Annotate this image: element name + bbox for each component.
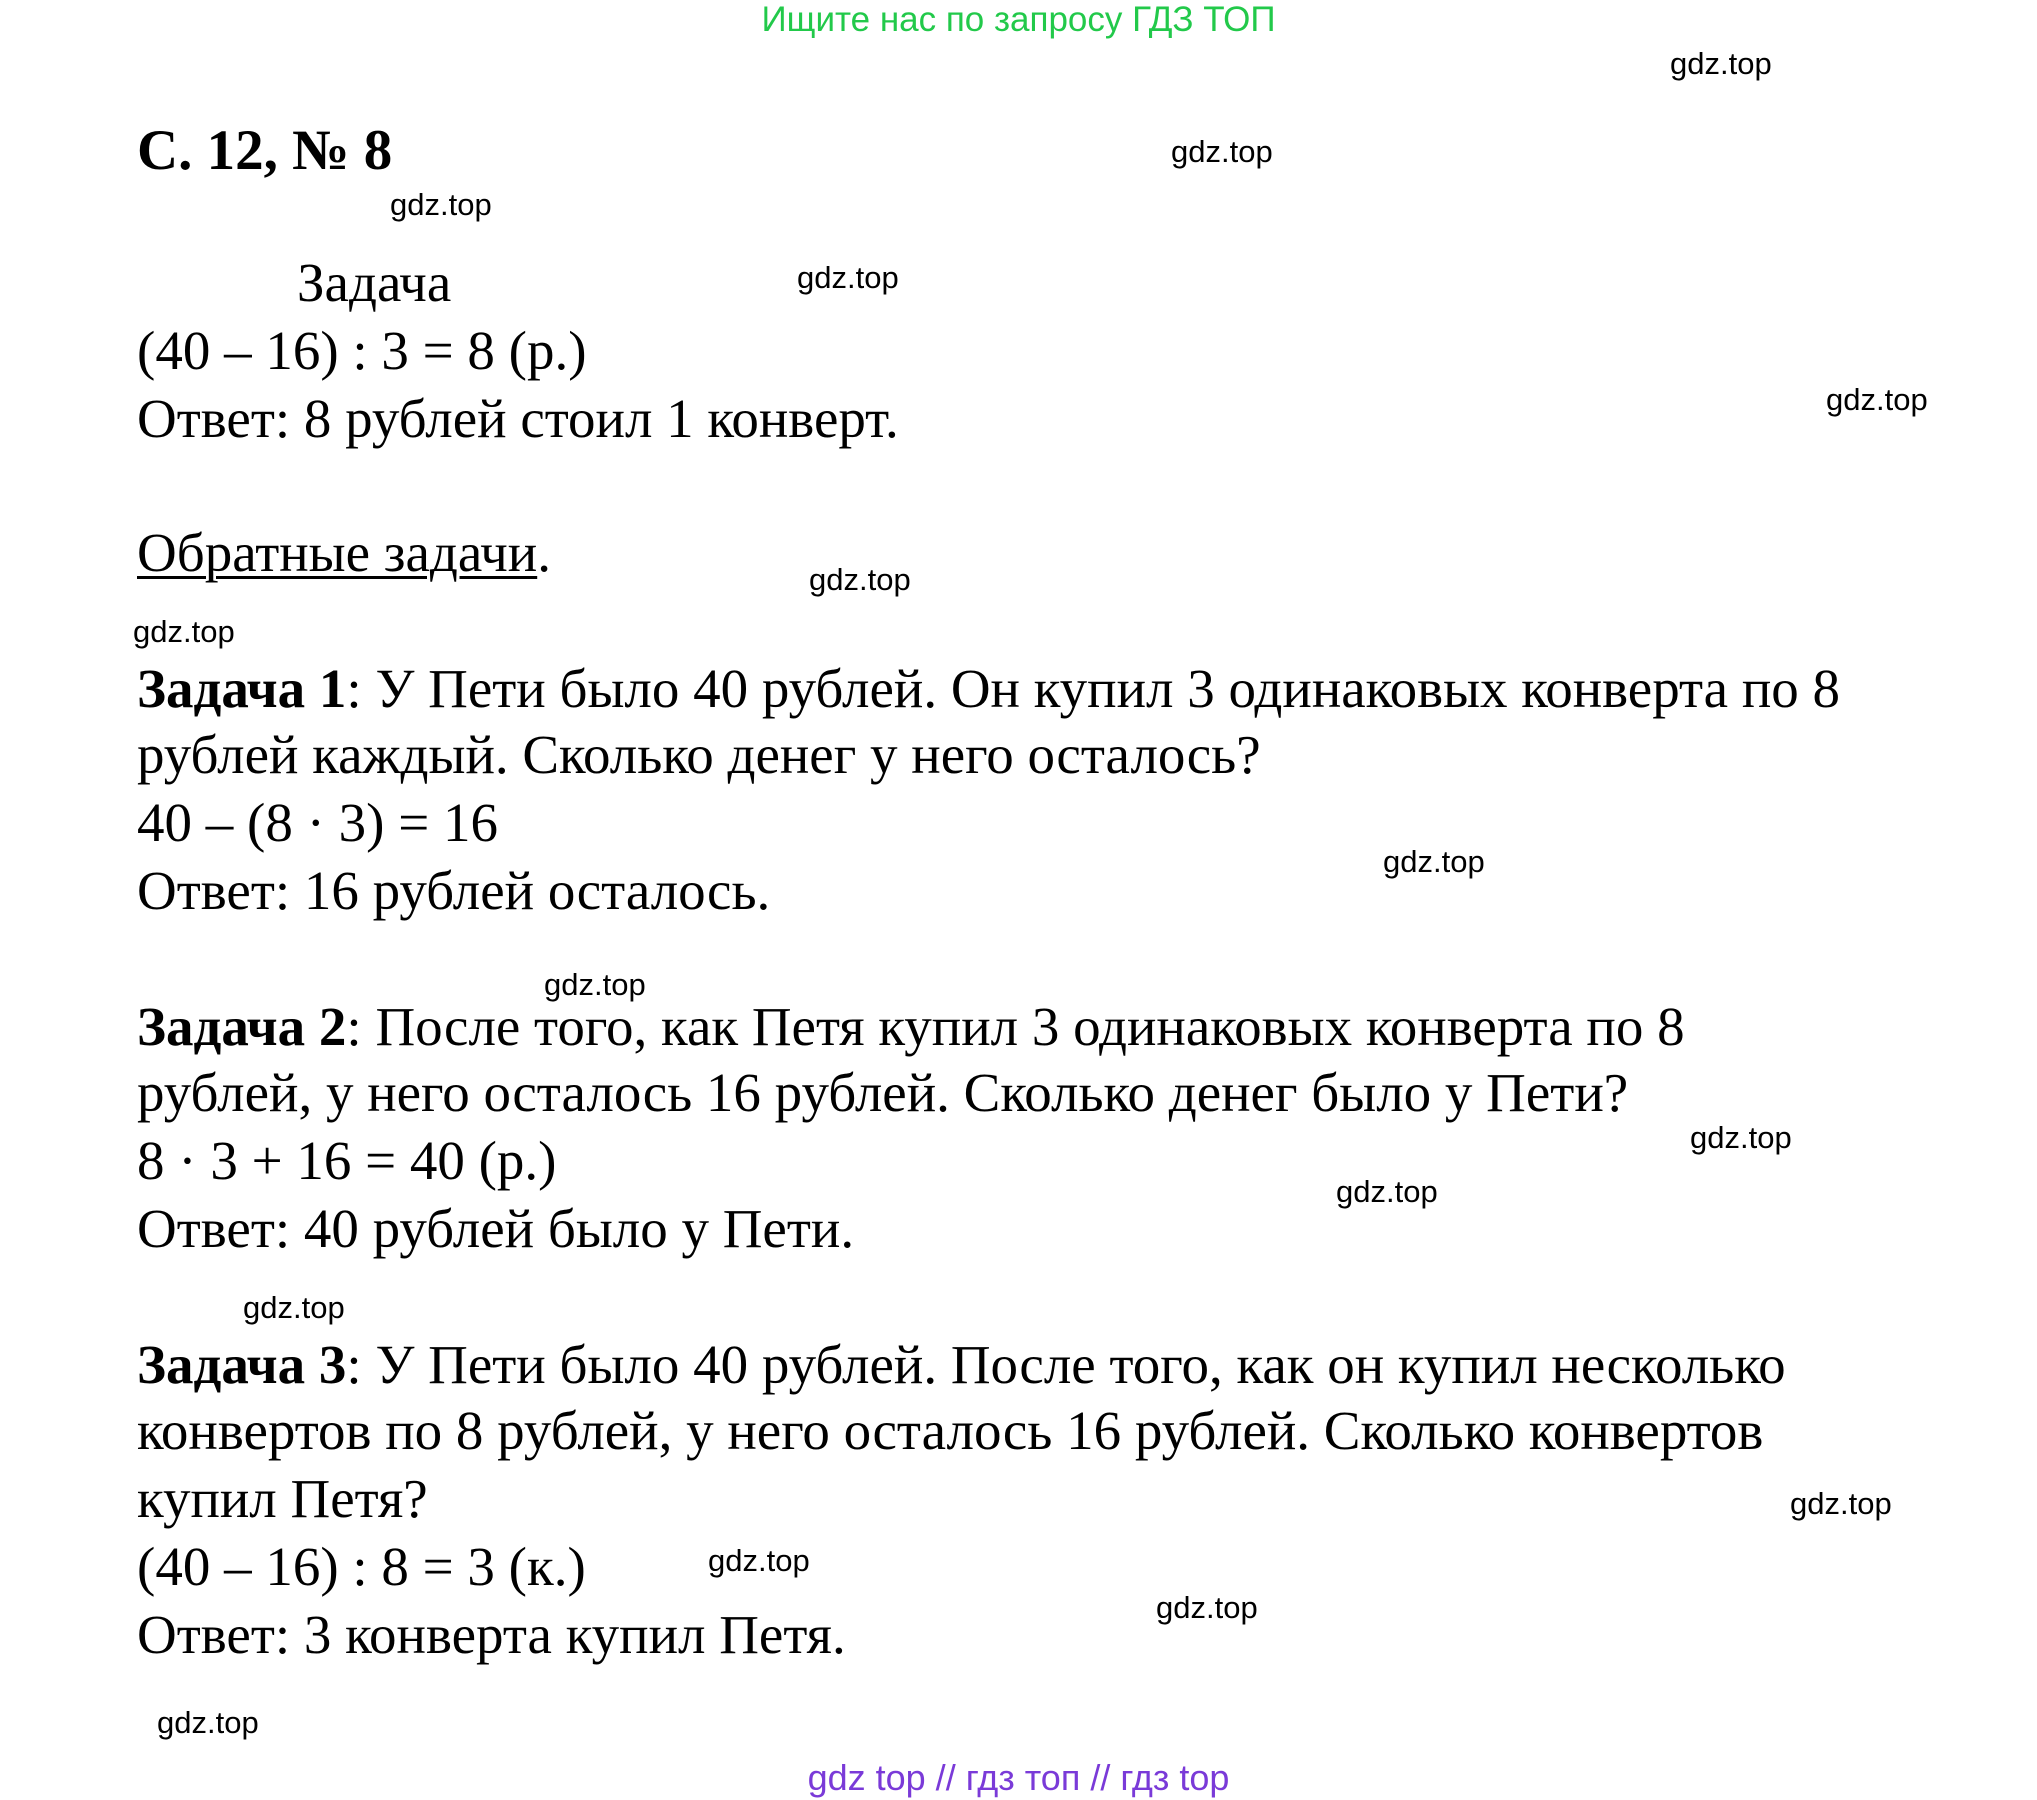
task-title: Задача [297,252,452,313]
task3-text-line2: конвертов по 8 рублей, у него осталось 16 рублей. Сколько конвертов [137,1400,1764,1461]
watermark: gdz.top [1336,1174,1438,1209]
search-banner: Ищите нас по запросу ГДЗ ТОП [761,0,1276,39]
watermark: gdz.top [1826,382,1928,417]
watermark: gdz.top [133,614,235,649]
task3-text-line3: купил Петя? [137,1468,428,1529]
watermark: gdz.top [243,1290,345,1325]
task3-formula: (40 – 16) : 8 = 3 (к.) [137,1536,586,1597]
task-answer: Ответ: 8 рублей стоил 1 конверт. [137,388,899,449]
task1-answer: Ответ: 16 рублей осталось. [137,860,771,921]
task1-line1 [137,656,1840,722]
task2-answer: Ответ: 40 рублей было у Пети. [137,1198,855,1259]
watermark: gdz.top [1383,844,1485,879]
task1-label: Задача 1 [137,658,347,719]
inverse-tasks-heading [137,520,551,586]
task2-text-line2: рублей, у него осталось 16 рублей. Сколько денег было у Пети? [137,1062,1629,1123]
task2-label: Задача 2 [137,996,347,1057]
task1-formula: 40 – (8 · 3) = 16 [137,792,498,853]
watermark: gdz.top [1156,1590,1258,1625]
watermark: gdz.top [809,562,911,597]
watermark: gdz.top [1670,46,1772,81]
footer-links: gdz top // гдз топ // гдз top [807,1757,1230,1798]
watermark: gdz.top [157,1705,259,1740]
task1-text-line2: рублей каждый. Сколько денег у него осталось? [137,724,1261,785]
page-heading: С. 12, № 8 [137,119,393,182]
watermark: gdz.top [1690,1120,1792,1155]
task3-answer: Ответ: 3 конверта купил Петя. [137,1604,846,1665]
task2-text-line1: : После того, как Петя купил 3 одинаковых конверта по 8 [346,996,1685,1057]
task1-text-line1: : У Пети было 40 рублей. Он купил 3 одинаковых конверта по 8 [346,658,1841,719]
task-formula: (40 – 16) : 3 = 8 (р.) [137,320,587,381]
inverse-tasks-title: Обратные задачи [137,522,538,583]
watermark: gdz.top [544,967,646,1002]
watermark: gdz.top [797,260,899,295]
task3-label: Задача 3 [137,1334,347,1395]
inverse-tasks-title-tail: . [537,522,551,583]
watermark: gdz.top [708,1543,810,1578]
watermark: gdz.top [1790,1486,1892,1521]
watermark: gdz.top [390,187,492,222]
task3-line1 [137,1332,1786,1398]
watermark: gdz.top [1171,134,1273,169]
task2-formula: 8 · 3 + 16 = 40 (р.) [137,1130,557,1191]
task2-line1 [137,994,1685,1060]
task3-text-line1: : У Пети было 40 рублей. После того, как он купил несколько [346,1334,1786,1395]
